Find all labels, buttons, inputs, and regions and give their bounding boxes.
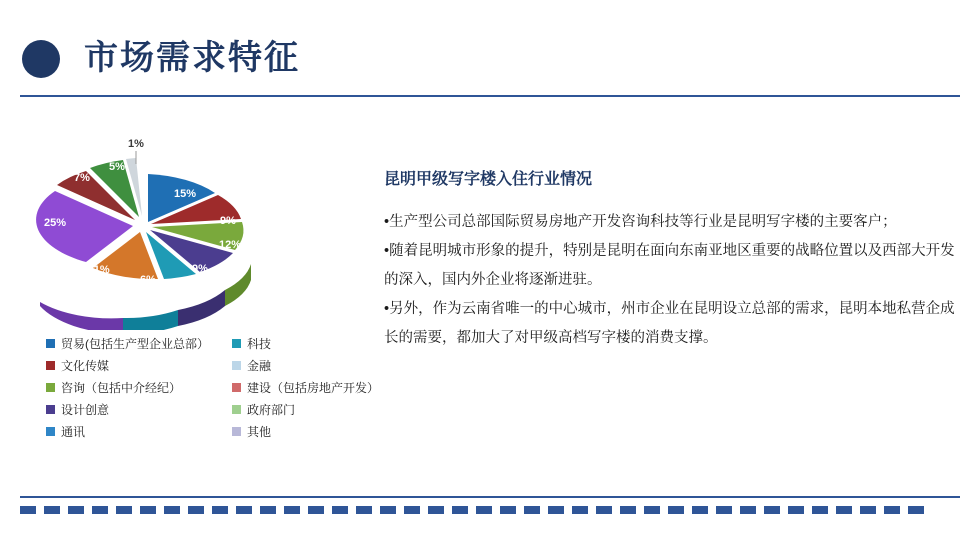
footer-dash [164,506,180,514]
legend-label: 贸易(包括生产型企业总部） [61,336,209,351]
svg-text:25%: 25% [43,217,67,229]
footer-dash [332,506,348,514]
footer-dash [788,506,804,514]
page-footer [0,494,980,534]
footer-dash [764,506,780,514]
legend-swatch-icon [46,339,55,348]
page-header [0,0,980,96]
footer-dash [236,506,252,514]
legend-item [46,354,109,376]
footer-dash [668,506,684,514]
legend-item [46,332,209,354]
footer-dash [620,506,636,514]
pie-chart [10,120,390,330]
footer-dash [836,506,852,514]
footer-dash [500,506,516,514]
svg-text:6%: 6% [140,274,156,286]
footer-dash [452,506,468,514]
footer-dash [740,506,756,514]
legend-label: 设计创意 [61,402,110,417]
footer-dash [812,506,828,514]
footer-dash [212,506,228,514]
svg-text:1%: 1% [128,138,144,150]
content-paragraph-3: •另外，作为云南省唯一的中心城市，州市企业在昆明设立总部的需求，昆明本地私营企成长的需要，都加大了对甲级高档写字楼的消费支撑。 [384,301,955,346]
footer-dash [44,506,60,514]
footer-dash [692,506,708,514]
footer-dash [260,506,276,514]
legend-swatch-icon [46,361,55,370]
svg-text:12%: 12% [218,239,242,251]
legend-label: 建设（包括房地产开发） [247,380,380,395]
legend-item [232,354,271,376]
footer-dash [548,506,564,514]
legend-swatch-icon [46,383,55,392]
chart-legend [46,332,396,452]
legend-swatch-icon [232,339,241,348]
legend-label: 文化传媒 [61,358,110,373]
footer-dash [20,506,36,514]
footer-dash [308,506,324,514]
footer-dash [716,506,732,514]
footer-dash [644,506,660,514]
content-block [384,168,960,353]
footer-dash [140,506,156,514]
content-paragraph-1: •生产型公司总部国际贸易房地产开发咨询科技等行业是昆明写字楼的主要客户； [384,214,897,230]
legend-swatch-icon [232,383,241,392]
footer-dash [860,506,876,514]
legend-label: 政府部门 [247,402,296,417]
legend-swatch-icon [232,361,241,370]
legend-label: 其他 [247,424,272,439]
svg-text:15%: 15% [173,188,197,200]
legend-item [232,332,271,354]
content-title: 昆明甲级写字楼入住行业情况 [384,171,593,188]
svg-text:9%: 9% [192,263,208,275]
footer-dash [284,506,300,514]
footer-dash [572,506,588,514]
footer-dash [68,506,84,514]
svg-text:5%: 5% [109,161,125,173]
legend-item [232,376,379,398]
pie-chart-svg [10,120,390,330]
legend-label: 咨询（包括中介经纪） [61,380,182,395]
legend-item [46,376,181,398]
footer-dash [356,506,372,514]
legend-swatch-icon [232,405,241,414]
content-paragraph-2: •随着昆明城市形象的提升，特别是昆明在面向东南亚地区重要的战略位置以及西部大开发的深入，国内外企业将逐渐进驻。 [384,243,955,288]
footer-dash [596,506,612,514]
footer-dash-row [20,506,960,514]
legend-label: 通讯 [61,424,86,439]
header-bullet-icon [22,40,60,78]
legend-item [232,420,271,442]
svg-text:11%: 11% [88,264,110,276]
footer-dash [476,506,492,514]
footer-dash [404,506,420,514]
footer-dash [380,506,396,514]
legend-label: 金融 [247,358,272,373]
footer-dash [92,506,108,514]
footer-dash [116,506,132,514]
legend-item [232,398,295,420]
footer-dash [188,506,204,514]
header-divider [20,95,960,97]
footer-divider [20,496,960,498]
footer-dash [908,506,924,514]
legend-item [46,420,85,442]
svg-text:9%: 9% [220,215,236,227]
page-title: 市场需求特征 [84,39,300,77]
legend-swatch-icon [46,427,55,436]
legend-swatch-icon [232,427,241,436]
footer-dash [884,506,900,514]
legend-label: 科技 [247,336,272,351]
footer-dash [428,506,444,514]
legend-item [46,398,109,420]
pie-slices [36,158,243,279]
legend-swatch-icon [46,405,55,414]
footer-dash [524,506,540,514]
svg-text:7%: 7% [74,172,90,184]
